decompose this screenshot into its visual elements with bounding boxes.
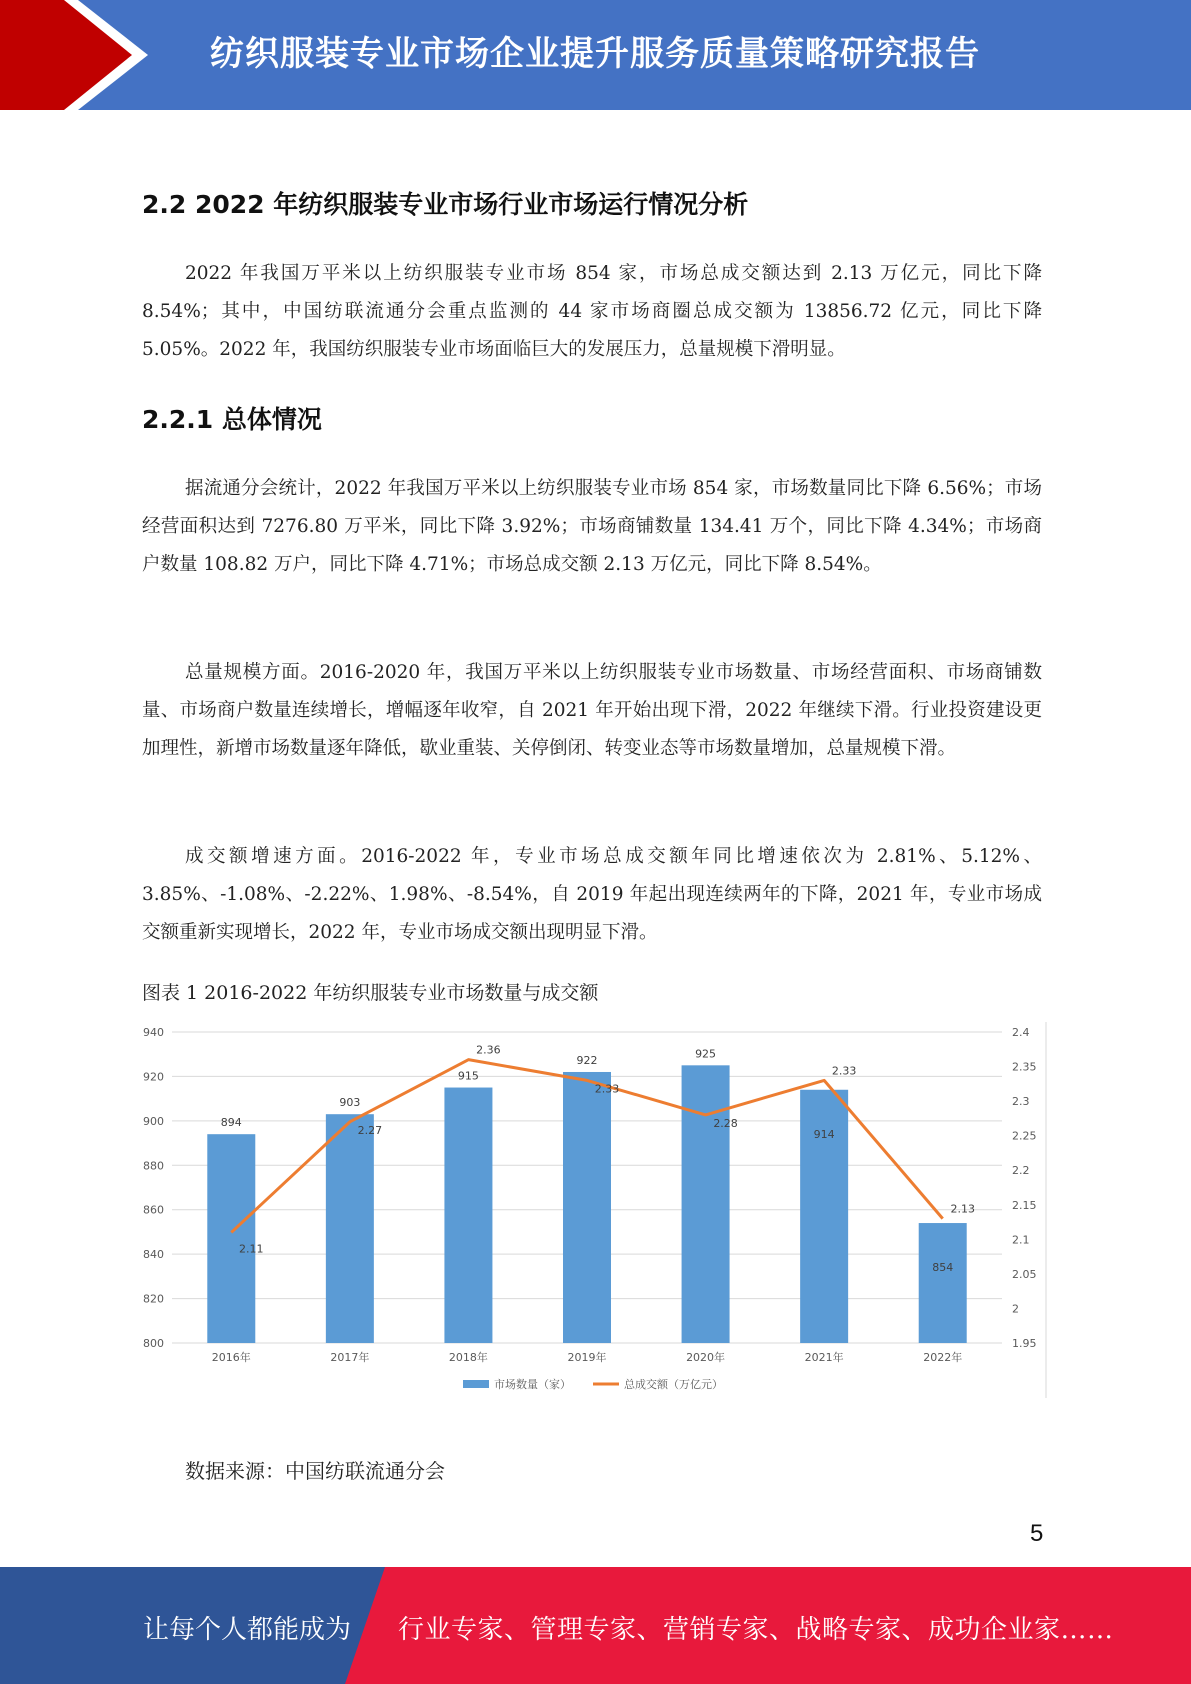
figure-caption: 图表 1 2016-2022 年纺织服装专业市场数量与成交额 [142,982,599,1004]
y-tick-label-right: 1.95 [1012,1337,1037,1350]
line-data-label: 2.33 [594,1082,620,1096]
x-tick-label: 2020年 [686,1351,726,1364]
bar-data-label: 894 [220,1116,242,1130]
line-data-label: 2.11 [239,1242,264,1256]
bar-data-label: 925 [695,1047,717,1061]
bar [207,1134,255,1343]
bar [919,1223,967,1343]
bar [326,1114,374,1343]
line-data-label: 2.13 [950,1202,975,1216]
y-tick-label-right: 2.1 [1012,1233,1030,1247]
page-footer [0,1567,1191,1684]
x-tick-label: 2022年 [923,1351,963,1364]
line-data-label: 2.28 [713,1116,738,1130]
y-tick-label-left: 940 [143,1026,164,1039]
y-tick-label-left: 880 [143,1159,164,1173]
figure-source: 数据来源：中国纺联流通分会 [185,1459,445,1483]
bar-data-label: 915 [457,1069,479,1083]
x-tick-label: 2019年 [567,1351,607,1364]
growth-paragraph: 成交额增速方面。2016-2022 年，专业市场总成交额年同比增速依次为 2.81%、5.12%、3.85%、-1.08%、-2.22%、1.98%、-8.54%，自 2019 年起出现连续两年的下降，2021 年，专业市场成交额重新实现增长，2022 年，专业市场成交额出现明显下滑。 [142,846,1042,943]
bar-data-label: 914 [813,1127,835,1141]
bar-data-label: 903 [339,1096,361,1110]
section-intro-paragraph: 2022 年我国万平米以上纺织服装专业市场 854 家，市场总成交额达到 2.13 万亿元，同比下降 8.54%；其中，中国纺联流通分会重点监测的 44 家市场商圈总成交额为 13856.72 亿元，同比下降 5.05%。2022 年，我国纺织服装专业市场面临巨大的发展压力，总量规模下滑明显。 [142,263,1042,360]
bar-data-label: 922 [576,1053,598,1067]
bar [682,1065,730,1343]
header-title: 纺织服装专业市场企业提升服务质量策略研究报告 [210,34,980,74]
x-tick-label: 2017年 [330,1351,370,1364]
y-tick-label-right: 2.25 [1012,1129,1037,1143]
combo-chart [140,1018,1050,1398]
y-tick-label-right: 2 [1012,1302,1019,1316]
bar [444,1088,492,1343]
legend-label-bar: 市场数量（家） [494,1378,571,1391]
y-tick-label-left: 840 [143,1248,164,1262]
y-tick-label-left: 860 [143,1203,164,1217]
line-data-label: 2.36 [476,1043,501,1057]
line-data-label: 2.33 [831,1064,857,1078]
legend-label-line: 总成交额（万亿元） [624,1378,723,1391]
y-tick-label-left: 820 [143,1292,164,1306]
scale-paragraph: 总量规模方面。2016-2020 年，我国万平米以上纺织服装专业市场数量、市场经营面积、市场商铺数量、市场商户数量连续增长，增幅逐年收窄，自 2021 年开始出现下滑，2022 年继续下滑。行业投资建设更加理性，新增市场数量逐年降低，歇业重装、关停倒闭、转变业态等市场数量增加，总量规模下滑。 [142,662,1042,759]
y-tick-label-right: 2.05 [1012,1267,1037,1281]
legend-swatch-bar [463,1380,489,1388]
page-header [0,0,1191,110]
y-tick-label-right: 2.4 [1012,1026,1030,1039]
section-heading: 2.2 2022 年纺织服装专业市场行业市场运行情况分析 [142,190,749,219]
y-tick-label-left: 800 [143,1337,164,1350]
bar [563,1072,611,1343]
y-tick-label-left: 920 [143,1070,164,1084]
x-tick-label: 2018年 [448,1351,488,1364]
y-tick-label-right: 2.35 [1012,1060,1037,1074]
y-tick-label-left: 900 [143,1114,164,1128]
x-tick-label: 2016年 [211,1351,251,1364]
y-tick-label-right: 2.3 [1012,1095,1030,1109]
y-tick-label-right: 2.15 [1012,1198,1037,1212]
footer-slogan-left: 让每个人都能成为 [143,1615,352,1645]
line-data-label: 2.27 [357,1123,383,1137]
overview-paragraph: 据流通分会统计，2022 年我国万平米以上纺织服装专业市场 854 家，市场数量同比下降 6.56%；市场经营面积达到 7276.80 万平米，同比下降 3.92%；市场商铺数量 134.41 万个，同比下降 4.34%；市场商户数量 108.82 万户，同比下降 4.71%；市场总成交额 2.13 万亿元，同比下降 8.54%。 [142,478,1042,575]
footer-slogan-right: 行业专家、管理专家、营销专家、战略专家、成功企业家…… [398,1615,1114,1645]
subsection-heading: 2.2.1 总体情况 [142,405,322,434]
x-tick-label: 2021年 [804,1351,844,1364]
chart-svg [140,1018,1050,1398]
bar-data-label: 854 [932,1261,954,1275]
y-tick-label-right: 2.2 [1012,1164,1030,1178]
page-number: 5 [1030,1520,1044,1547]
